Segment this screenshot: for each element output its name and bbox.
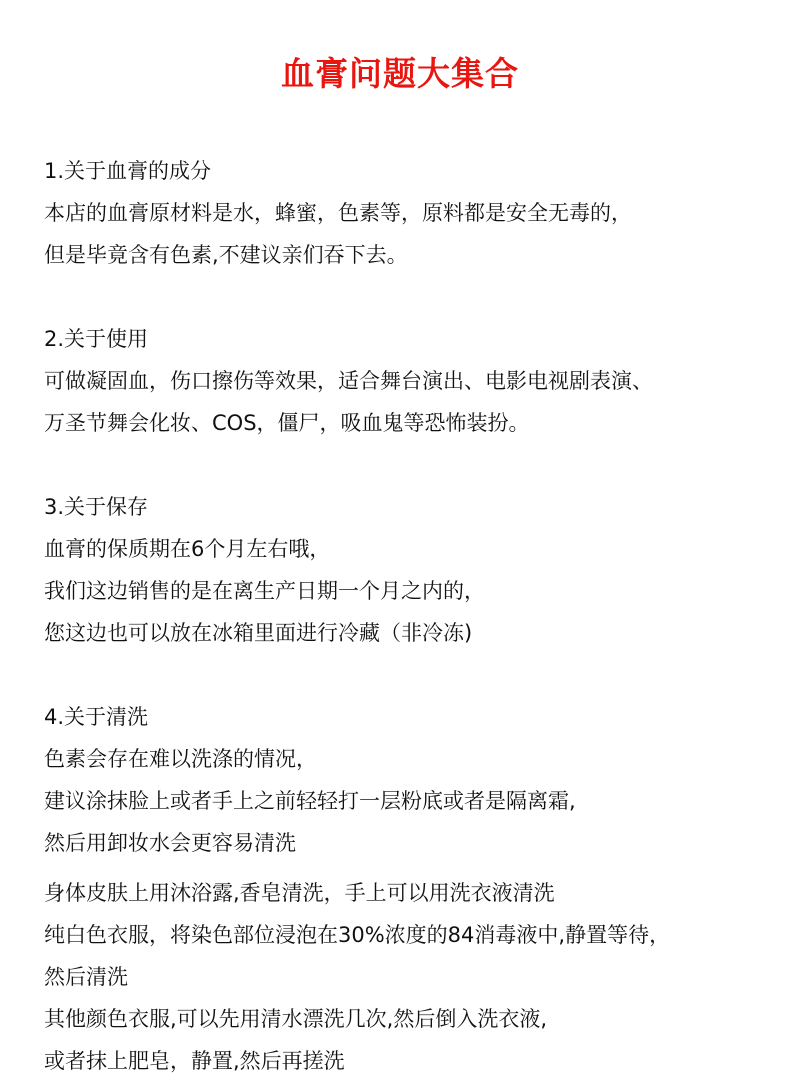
section-heading-cleaning: 4.关于清洗	[44, 705, 149, 729]
paragraph-line: 色素会存在难以洗涤的情况，	[44, 747, 317, 771]
paragraph-line: 身体皮肤上用沐浴露,香皂清洗，手上可以用洗衣液清洗	[44, 881, 555, 905]
paragraph-line: 但是毕竟含有色素,不建议亲们吞下去。	[44, 243, 408, 267]
page-title: 血膏问题大集合	[281, 54, 519, 93]
paragraph-line: 我们这边销售的是在离生产日期一个月之内的，	[44, 579, 485, 603]
section-heading-storage: 3.关于保存	[44, 495, 149, 519]
paragraph-line: 其他颜色衣服,可以先用清水漂洗几次,然后倒入洗衣液,	[44, 1007, 548, 1031]
paragraph-line: 或者抹上肥皂，静置,然后再搓洗	[44, 1049, 345, 1073]
paragraph-line: 万圣节舞会化妆、COS，僵尸，吸血鬼等恐怖装扮。	[44, 411, 530, 435]
paragraph-line: 纯白色衣服，将染色部位浸泡在30%浓度的84消毒液中,静置等待，	[44, 923, 671, 947]
paragraph-line: 本店的血膏原材料是水，蜂蜜，色素等，原料都是安全无毒的，	[44, 201, 632, 225]
paragraph-line: 血膏的保质期在6个月左右哦，	[44, 537, 331, 561]
section-heading-usage: 2.关于使用	[44, 327, 149, 351]
paragraph-line: 您这边也可以放在冰箱里面进行冷藏（非冷冻)	[44, 621, 473, 645]
paragraph-line: 然后用卸妆水会更容易清洗	[44, 831, 296, 855]
paragraph-line: 可做凝固血，伤口擦伤等效果，适合舞台演出、电影电视剧表演、	[44, 369, 653, 393]
paragraph-line: 建议涂抹脸上或者手上之前轻轻打一层粉底或者是隔离霜,	[44, 789, 576, 813]
section-heading-ingredients: 1.关于血膏的成分	[44, 159, 212, 183]
paragraph-line: 然后清洗	[44, 965, 128, 989]
